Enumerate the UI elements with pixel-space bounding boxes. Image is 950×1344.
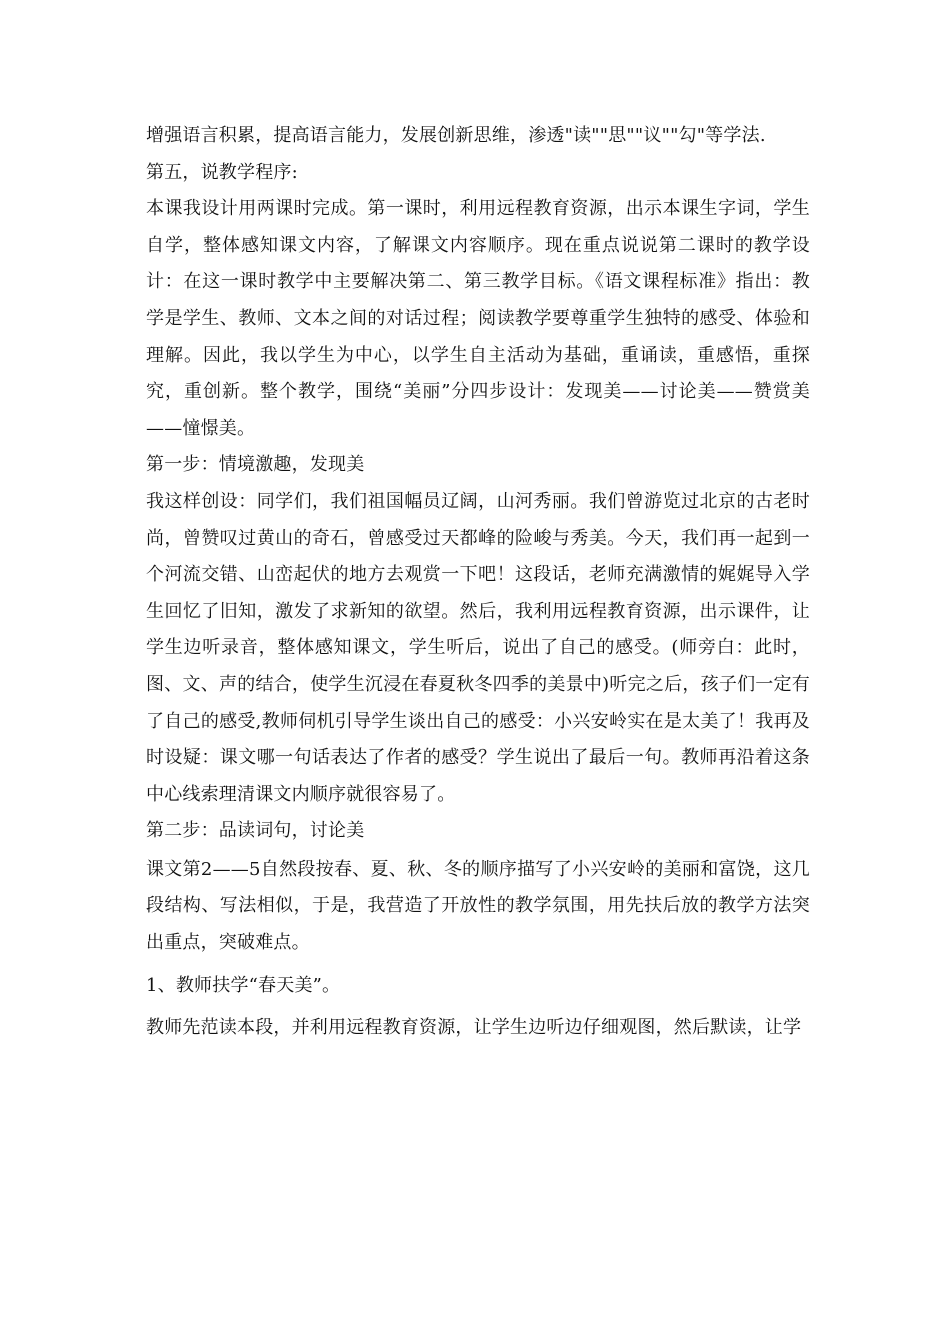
paragraph-spring-beauty-detail: 教师先范读本段，并利用远程教育资源，让学生边听边仔细观图，然后默读，让学 bbox=[146, 1017, 802, 1039]
paragraph-lesson-design: 本课我设计用两课时完成。第一课时，利用远程教育资源，出示本课生字词，学生自学，整体感知课文内容，了解课文内容顺序。现在重点说说第二课时的教学设计：在这一课时教学中主要解决第二、第三教学目标。《语文课程标准》指出：教学是学生、教师、文本之间的对话过程；阅读教学要尊重学生独特的感受、体验和理解。因此，我以学生为中心，以学生自主活动为基础，重诵读，重感悟，重探究，重创新。整个教学，围绕“美丽”分四步设计：发现美——讨论美——赞赏美——憧憬美。 bbox=[146, 198, 810, 439]
heading-teaching-procedure: 第五，说教学程序: bbox=[146, 161, 298, 183]
heading-spring-beauty: 1、教师扶学“春天美”。 bbox=[146, 974, 341, 996]
paragraph-language-accumulation: 增强语言积累，提高语言能力，发展创新思维，渗透"读""思""议""勾"等学法. bbox=[146, 125, 766, 146]
heading-step-one: 第一步：情境激趣，发现美 bbox=[146, 454, 365, 476]
document-page bbox=[146, 118, 810, 1047]
paragraph-step-two-detail: 课文第2——5自然段按春、夏、秋、冬的顺序描写了小兴安岭的美丽和富饶，这几段结构、写法相似，于是，我营造了开放性的教学氛围，用先扶后放的教学方法突出重点，突破难点。 bbox=[146, 858, 810, 954]
heading-step-two: 第二步：品读词句，讨论美 bbox=[146, 820, 365, 842]
paragraph-step-one-detail: 我这样创设：同学们，我们祖国幅员辽阔，山河秀丽。我们曾游览过北京的古老时尚，曾赞叹过黄山的奇石，曾感受过天都峰的险峻与秀美。今天，我们再一起到一个河流交错、山峦起伏的地方去观赏一下吧！这段话，老师充满激情的娓娓导入学生回忆了旧知，激发了求新知的欲望。然后，我利用远程教育资源，出示课件，让学生边听录音，整体感知课文，学生听后，说出了自己的感受。(师旁白：此时，图、文、声的结合，使学生沉浸在春夏秋冬四季的美景中)听完之后，孩子们一定有了自己的感受,教师伺机引导学生谈出自己的感受：小兴安岭实在是太美了！我再及时设疑：课文哪一句话表达了作者的感受？学生说出了最后一句。教师再沿着这条中心线索理清课文内顺序就很容易了。 bbox=[146, 490, 810, 805]
